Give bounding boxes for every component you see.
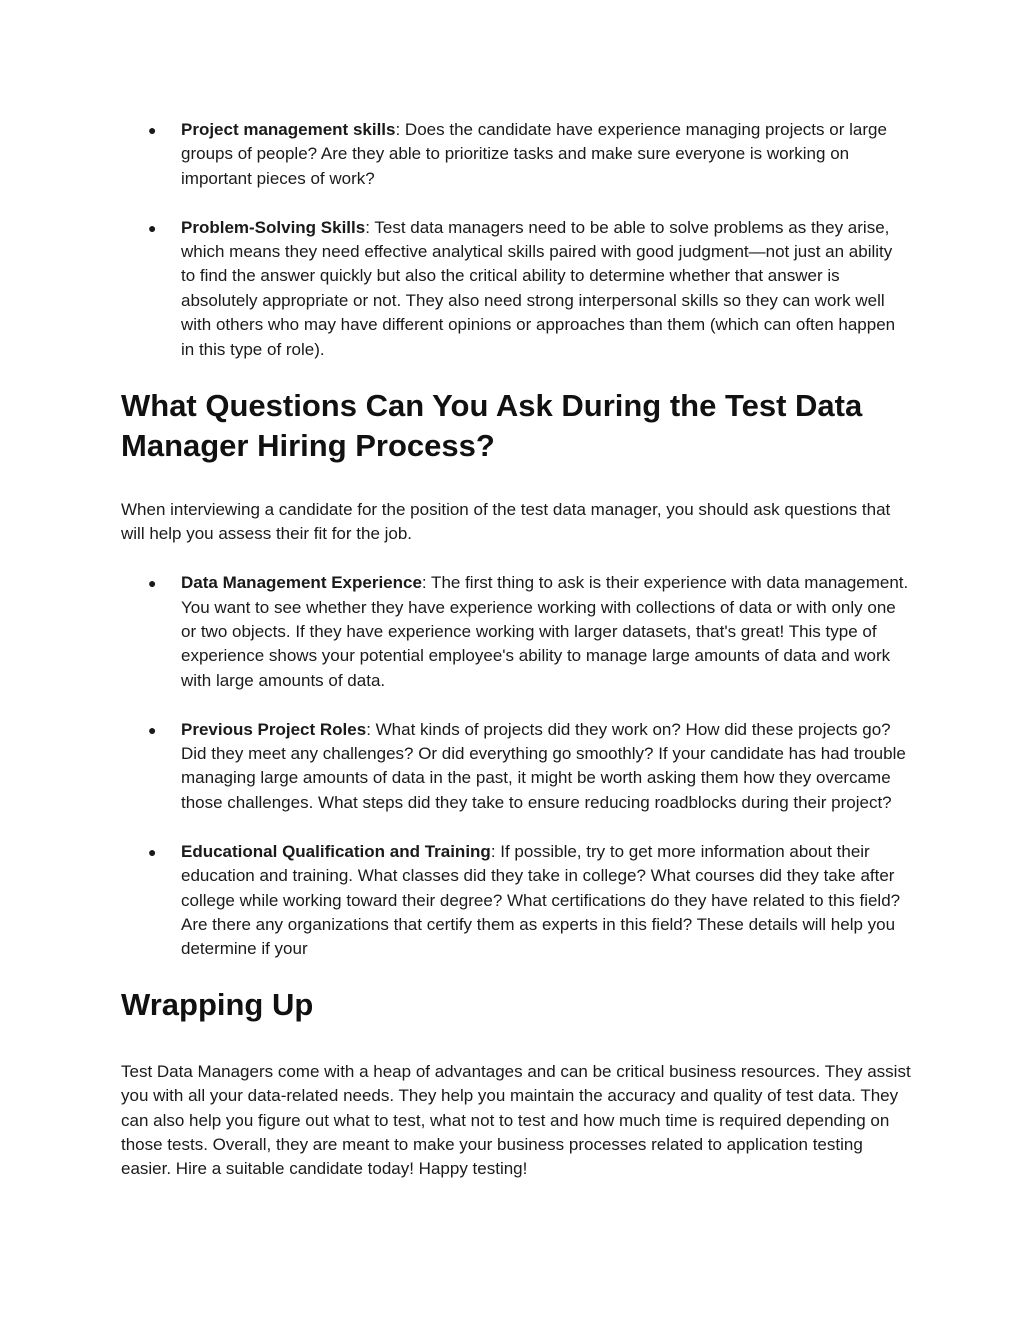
bullet-term: Problem-Solving Skills (181, 217, 366, 237)
bullet-term: Previous Project Roles (181, 719, 367, 739)
wrapping-up-paragraph: Test Data Managers come with a heap of advantages and can be critical business resources. They assist you with all your data-related needs. They help you maintain the accuracy and quality of test data. They can also help you figure out what to test, what not to test and how much time is required depending on those tests. Overall, they are meant to make your business processes related to application testing easier. Hire a suitable candidate today! Happy testing! (121, 1061, 911, 1179)
questions-intro-paragraph: When interviewing a candidate for the position of the test data manager, you should ask questions that will help you assess their fit for the job. (121, 500, 891, 544)
bullet-icon: ● (148, 219, 157, 236)
bullet-term: Educational Qualification and Training (181, 841, 491, 861)
list-item (121, 118, 911, 191)
bullet-text: : Does the candidate have experience managing projects or large groups of people? Are they able to prioritize tasks and make sure everyone is working on important pieces of work? (181, 120, 887, 188)
bullet-term: Data Management Experience (181, 573, 422, 593)
bullet-icon: ● (148, 721, 157, 738)
section-heading-questions: What Questions Can You Ask During the Test Data Manager Hiring Process? (121, 388, 863, 464)
bullet-icon: ● (148, 575, 157, 592)
list-item (121, 571, 911, 693)
bullet-text: : What kinds of projects did they work on? How did these projects go? Did they meet any challenges? Or did everything go smoothly? If your candidate has had trouble managing large amounts of data in the past, it might be worth asking them how they overcame those challenges. What steps did they take to ensure reducing roadblocks during their project? (181, 719, 906, 812)
list-item (121, 840, 911, 962)
document-page (121, 118, 911, 1182)
list-item (121, 216, 911, 362)
bullet-icon: ● (148, 843, 157, 860)
questions-bullet-list (121, 571, 911, 961)
section-heading-wrapping-up: Wrapping Up (121, 986, 314, 1022)
bullet-text: : The first thing to ask is their experience with data management. You want to see whether they have experience working with collections of data or with only one or two objects. If they have experience working with larger datasets, that's great! This type of experience shows your potential employee's ability to manage large amounts of data and work with large amounts of data. (181, 573, 909, 690)
bullet-term: Project management skills (181, 120, 396, 139)
list-item (121, 718, 911, 816)
bullet-text: : If possible, try to get more information about their education and training. What classes did they take in college? What courses did they take after college while working toward their degree? What certifications do they have related to this field? Are there any organizations that certify them as experts in this field? These details will help you determine if your (181, 841, 901, 959)
bullet-icon: ● (148, 122, 157, 138)
bullet-text: : Test data managers need to be able to solve problems as they arise, which means they need effective analytical skills paired with good judgment—not just an ability to find the answer quickly but also the critical ability to determine whether that answer is absolutely appropriate or not. They also need strong interpersonal skills so they can work well with others who may have different opinions or approaches than them (which can often happen in this type of role). (181, 217, 896, 359)
skills-bullet-list (121, 118, 911, 362)
